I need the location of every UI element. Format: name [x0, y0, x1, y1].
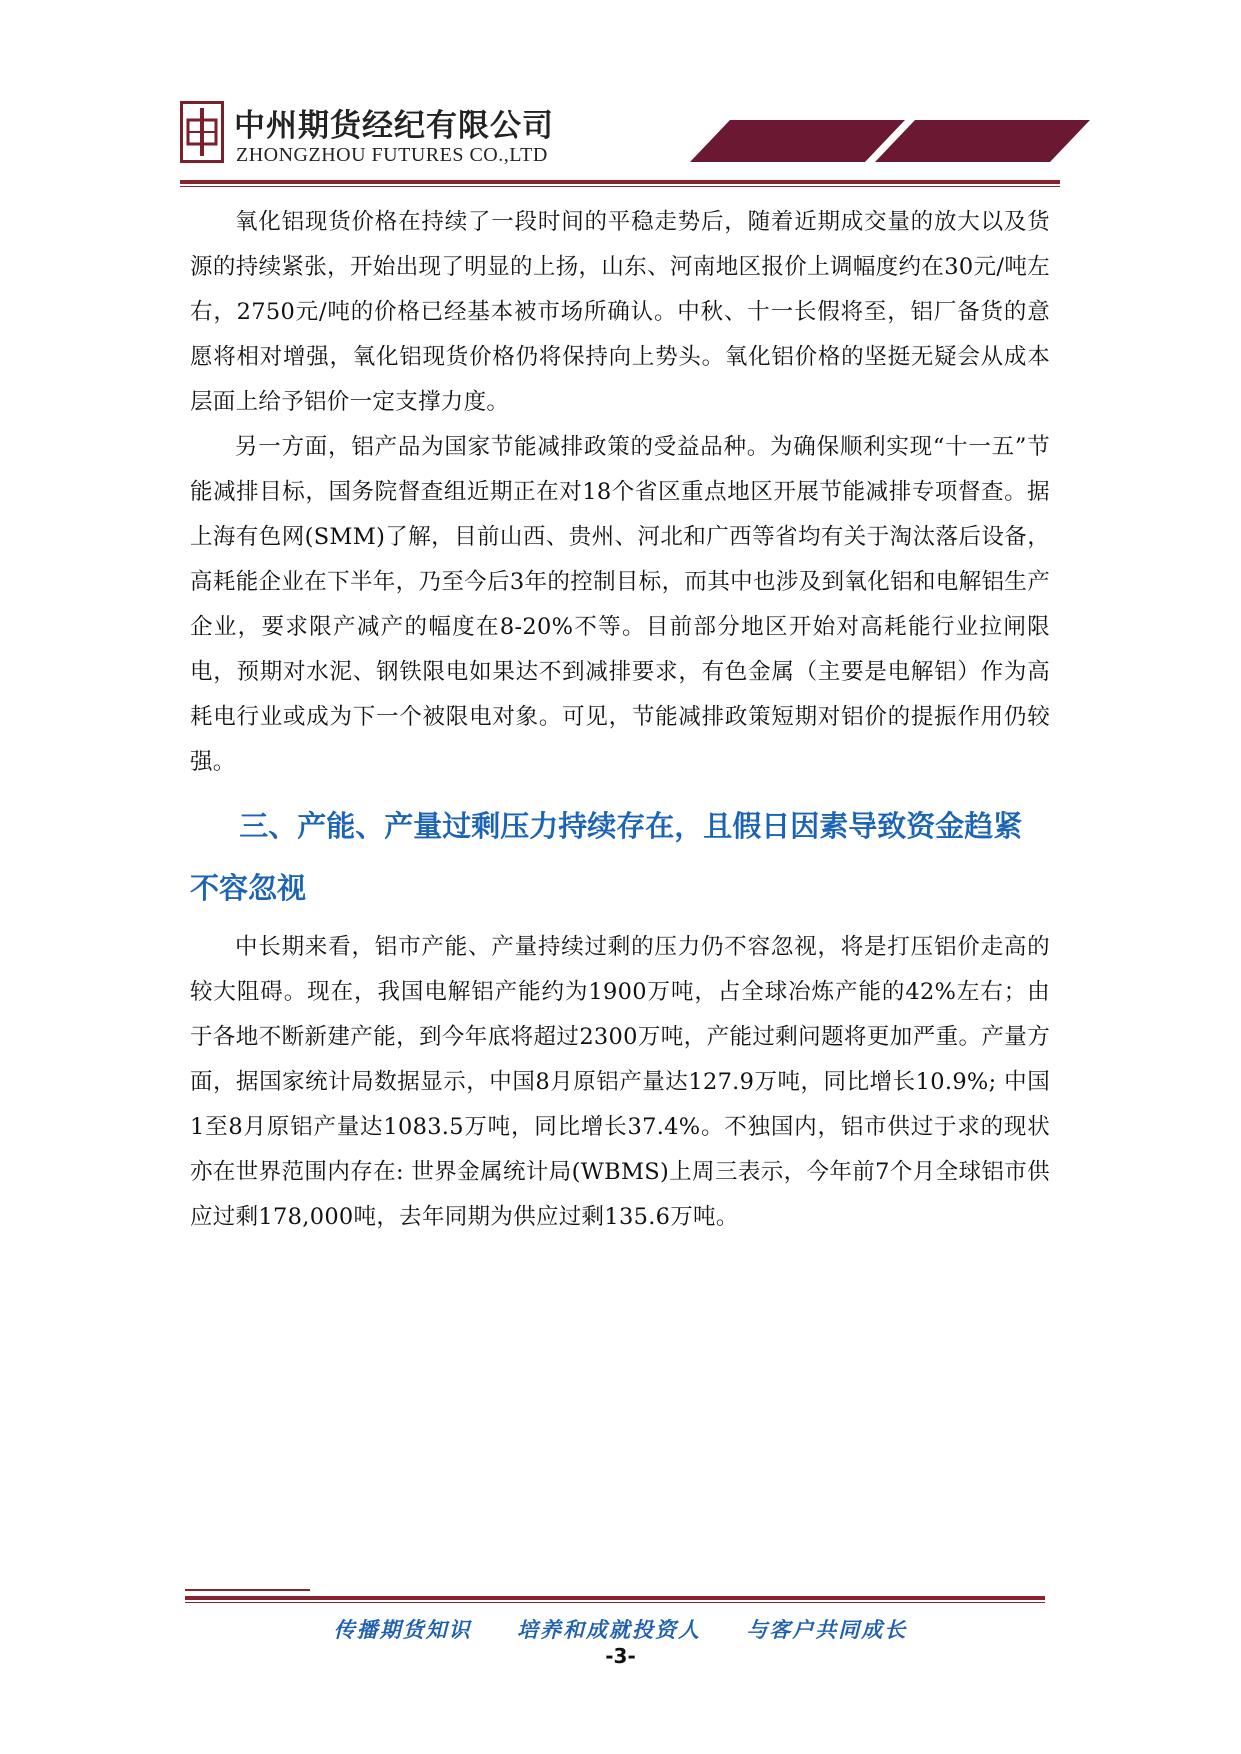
company-name-cn: 中州期货经纪有限公司	[234, 108, 554, 144]
slogan-part-1: 传播期货知识	[333, 1618, 472, 1642]
parallelogram-left	[690, 120, 905, 162]
paragraph: 另一方面，铝产品为国家节能减排政策的受益品种。为确保顺利实现“十一五”节能减排目标，国务院督查组近期正在对18个省区重点地区开展节能减排专项督查。据上海有色网(SMM)了解，目前山西、贵州、河北和广西等省均有关于淘汰落后设备，高耗能企业在下半年，乃至今后3年的控制目标，而其中也涉及到氧化铝和电解铝生产企业，要求限产减产的幅度在8-20%不等。目前部分地区开始对高耗能行业拉闸限电，预期对水泥、钢铁限电如果达不到减排要求，有色金属（主要是电解铝）作为高耗电行业或成为下一个被限电对象。可见，节能减排政策短期对铝价的提振作用仍较强。	[190, 434, 1050, 775]
company-logo-icon	[180, 101, 224, 163]
header-rule	[180, 180, 1060, 184]
header-decoration	[690, 120, 1090, 162]
paragraph: 氧化铝现货价格在持续了一段时间的平稳走势后，随着近期成交量的放大以及货源的持续紧张，开始出现了明显的上扬，山东、河南地区报价上调幅度约在30元/吨左右，2750元/吨的价格已经基本被市场所确认。中秋、十一长假将至，铝厂备货的意愿将相对增强，氧化铝现货价格仍将保持向上势头。氧化铝价格的坚挺无疑会从成本层面上给予铝价一定支撑力度。	[190, 209, 1050, 415]
footer-rule-thin	[185, 1602, 1045, 1603]
paragraph: 中长期来看，铝市产能、产量持续过剩的压力仍不容忽视，将是打压铝价走高的较大阻碍。现在，我国电解铝产能约为1900万吨，占全球冶炼产能的42%左右；由于各地不断新建产能，到今年底将超过2300万吨，产能过剩问题将更加严重。产量方面，据国家统计局数据显示，中国8月原铝产量达127.9万吨，同比增长10.9%; 中国1至8月原铝产量达1083.5万吨，同比增长37.4%。不独国内，铝市供过于求的现状亦在世界范围内存在: 世界金属统计局(WBMS)上周三表示，今年前7个月全球铝市供应过剩178,000吨，去年同期为供应过剩135.6万吨。	[190, 934, 1050, 1230]
document-body	[190, 200, 1050, 1240]
footer-slogan	[0, 1614, 1241, 1644]
page-number: -3-	[605, 1644, 636, 1668]
footer-rule	[185, 1596, 1045, 1600]
page-header	[0, 0, 1241, 200]
footer-rule-accent	[185, 1589, 310, 1591]
slogan-part-2: 培养和成就投资人	[517, 1618, 701, 1642]
section-heading: 三、产能、产量过剩压力持续存在，且假日因素导致资金趋紧不容忽视	[190, 809, 1023, 905]
parallelogram-right	[875, 120, 1090, 162]
header-rule-thin	[180, 186, 1060, 187]
company-name-en: ZHONGZHOU FUTURES CO.,LTD	[236, 144, 548, 166]
slogan-part-3: 与客户共同成长	[746, 1618, 908, 1642]
